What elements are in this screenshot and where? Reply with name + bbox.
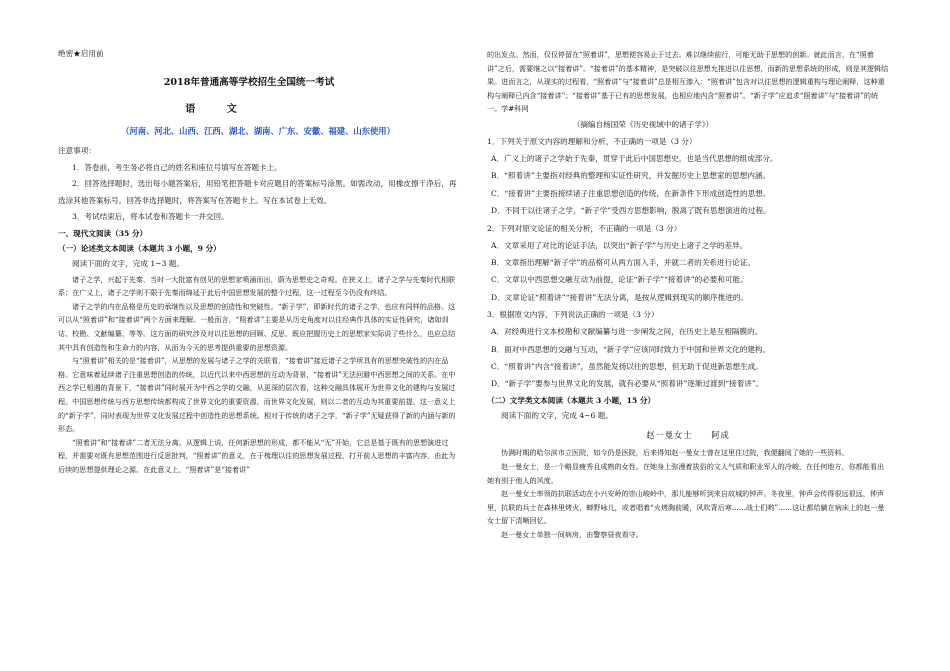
question-option: A．广义上的诸子之学始于先秦，贯穿于此后中国思想史，也是当代思想的组成部分。 xyxy=(491,153,778,163)
passage-source: （摘编自杨国荣《历史视域中的诸子学》） xyxy=(572,119,714,129)
note-item: 2．回答选择题时，选出每小题答案后，用铅笔把答题卡对应题目的答案标号涂黑。如需改动，用橡皮擦干净后，再选涂其他答案标号。回答非选择题时，将答案写在答题卡上。写在本试卷上无效。 xyxy=(58,179,457,205)
notes-heading: 注意事项： xyxy=(58,146,96,155)
question-option: D．文章论证“照着讲”“接着讲”无法分离，是按从逻辑到现实的顺序推进的。 xyxy=(491,292,749,302)
subject-title: 语 文 xyxy=(185,104,251,115)
passage-paragraph: 诸子之学，兴起于先秦，当时一大批富有创见的思想家喷涌而出，蔚为思想史之奇观。在狭义上，诸子之学与先秦时代相联系；在广义上，诸子之学则不限于先秦而绵延于此后中国思想发展的整个过程，这一过程至今仍没有终结。 xyxy=(58,274,456,298)
story-title: 赵一曼女士 阿成 xyxy=(646,430,730,441)
question-option: C．文章以中西思想交融互动为前提，论证“新子学”“接着讲”的必要和可能。 xyxy=(491,275,748,285)
instruction: 阅读下面的文字，完成 4~6 题。 xyxy=(501,410,613,420)
question-option: B．“照着讲”主要指对经典的整理和实证性研究，并发掘历史上思想家的思想内涵。 xyxy=(491,171,771,181)
story-paragraph: 伪满时期的哈尔滨市立医院，如今仍是医院，后来得知赵一曼女士曾在这里住过院，我便翻阅了她的一些资料。 xyxy=(501,448,849,458)
question-option: C．“照着讲”内含“接着讲”，虽然能发扬以往的思想，但无助于促进新思想生成。 xyxy=(491,362,763,372)
question-option: D．“新子学”要参与世界文化的发展，就有必要从“照着讲”逐渐过渡到“接着讲”。 xyxy=(491,379,764,389)
secret-label: 绝密★启用前 xyxy=(58,49,104,58)
question-option: C．“接着讲”主要指接续诸子注重思想创造的传统，在新条件下形成创造性的思想。 xyxy=(491,188,771,198)
story-paragraph: 赵一曼女士单独一间病房，由警察昼夜看守。 xyxy=(501,530,643,539)
question-option: B．面对中西思想的交融与互动，“新子学”应该同时致力于中国和世界文化的建构。 xyxy=(491,344,771,354)
question-option: A．对经典进行文本校勘和文献编纂与进一步阐发之间，在历史上是互相隔膜的。 xyxy=(491,327,763,337)
passage-paragraph: “照着讲”和“接着讲”二者无法分离。从逻辑上说，任何新思想的形成，都不能从“无”开始，它总是基于既有的思想演进过程，并需要对既有思想范围进行反思批判，“照着讲”的意义，在于梳理以往的思想发展过程，打开前人思想的丰富内容，由此为后续的思想提供理论之源。在此意义上，“照着讲”是“接着讲” xyxy=(58,437,456,474)
question-option: D．不同于以往诸子之学，“新子学”受西方思想影响，脱离了既有思想演进的过程。 xyxy=(491,206,771,216)
story-paragraph: 赵一曼女士率领的抗联活动在小兴安岭的崇山峻岭中，那儿能够听到来自故城的钟声。冬夜里，钟声会传得很远很远，钟声里，抗联的兵士在森林里烤火，蝉野咏儿，或者唱着“火烤胸前暖，风吹背后寒……战士们哟”……这让都给躺在病床上的赵一曼女士留下清晰回忆。 xyxy=(487,489,885,526)
section-heading: 一、现代文阅读（35 分） xyxy=(58,228,148,238)
left-column xyxy=(58,48,458,476)
exam-title: 2018年普通高等学校招生全国统一考试 xyxy=(163,77,335,88)
story-paragraph: 赵一曼女士，是一个略显瘦秀且成熟的女性。在她身上弥漫着拔俗的文人气质和职业军人的冷峻，在任何地方，你都能看出她有别于他人的风度。 xyxy=(487,462,885,485)
question-stem: 1．下列关于原文内容的理解和分析，不正确的一项是（3 分） xyxy=(487,136,697,146)
passage-continuation: 的出发点。然而，仅仅停留在“照着讲”，思想便容易止于过去。难以继续前行，可能无助于思想的创新。就此而言，在“照着讲”之后，需要继之以“接着讲”。“接着讲”的基本精神，是突破以往思想允推进以往思想，而新的思想系统的形成，则是其逻辑结果。进而言之，从现实的过程看，“照着讲”与“接着讲”总是相互渗入：“照着讲”包含对以往思想的逻辑重构与理论阐释，这种重构与阐释已内含“接着讲”；“接着讲”基于已有的思想发展，也相应地内含“照着讲”。“新子学”应追求“照着讲”与“接着讲”的统一。学#科网 xyxy=(487,50,889,114)
instruction: 阅读下面的文字，完成 1~3 题。 xyxy=(72,258,184,268)
sub-section-heading: （一）论述类文本阅读（本题共 3 小题，9 分） xyxy=(58,243,221,253)
provinces-line: （河南、河北、山西、江西、湖北、湖南、广东、安徽、福建、山东使用） xyxy=(121,126,395,136)
passage-paragraph: 与“照着讲”相关的是“接着讲”，从思想的发展与诸子之学的关联看，“接着讲”接近诸子之学所具有的思想突破性的内在品格。它意味着延续诸子注重思想创造的传统，以近代以来中西思想的互动为背景，“接着讲”无法回避中西思想之间的关系。在中西之学已相遇的背景下，“接着讲”同时展开为中西之学的交融，从更深的层次看，这种交融具体展开为世界文化的建构与发展过程。中国思想传统与西方思想传统都构成了世界文化的重要资源，而世界文化发展，则以二者的互动为其重要前提。这一意义上的“新子学”，同时表现为世界文化发展过程中创造性的思想系统。相对于传统的诸子之学，“新子学”无疑获得了新的内涵与新的形态。 xyxy=(58,356,456,434)
question-stem: 2．下列对原文论证的相关分析，不正确的一项是（3 分） xyxy=(487,223,682,233)
right-column xyxy=(487,48,889,542)
question-option: B．文章指出理解“新子学”的品格可从两方面入手，并就二者的关系进行论证。 xyxy=(491,258,755,267)
question-stem: 3．根据原文内容，下列说法正确的一项是（3 分） xyxy=(487,310,659,320)
question-option: A．文章采用了对比的论证手法，以突出“新子学”与历史上诸子之学的差异。 xyxy=(491,240,748,250)
sub-section-heading: （二）文学类文本阅读（本题共 3 小题，15 分） xyxy=(487,395,656,405)
note-item: 3．考试结束后，将本试卷和答题卡一并交回。 xyxy=(72,212,229,222)
passage-paragraph: 诸子之学的内在品格是历史的承继性以及思想的创造性和突破性。“新子学”，即新时代的诸子之学，也应有同样的品格。这可以从“照着讲”和“接着讲”两个方面来理解。一般而言，“照着讲”主要是从历史角度对以往经典作具体的实证性研究，诸如训诂、校勘、文献编纂，等等。这方面的研究涉及对以往思想的回顾、反思，既应把握历史上的思想家实际说了些什么，也应总结其中具有创造性和生命力的内容，从而为今天的思考提供重要的思想资源。 xyxy=(58,301,456,352)
note-item: 1．答卷前，考生务必将自己的姓名和座位号填写在答题卡上。 xyxy=(72,162,282,172)
